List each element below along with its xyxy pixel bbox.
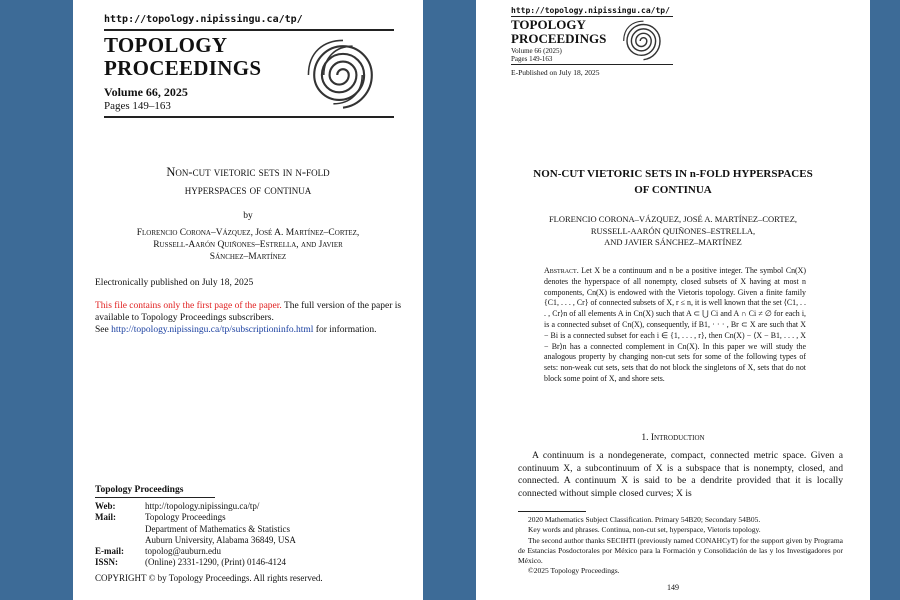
footnote-keywords: Key words and phrases. Continua, non-cut set, hyperspace, Vietoris topology.: [528, 525, 761, 535]
paper-title-line2: OF CONTINUA: [634, 184, 712, 196]
footnote-copyright: ©2025 Topology Proceedings.: [528, 566, 620, 576]
contact-value: Auburn University, Alabama 36849, USA: [145, 534, 296, 545]
contact-value: (Online) 2331-1290, (Print) 0146-4124: [145, 557, 286, 568]
footer-rule: [95, 497, 215, 498]
by-label: by: [243, 211, 253, 221]
journal-title: [104, 34, 261, 80]
header-rule-top: [104, 29, 394, 31]
author-line2: RUSSELL-AARÓN QUIÑONES–ESTRELLA,: [590, 225, 756, 236]
footnote-acknowledgment: The second author thanks SECIHTI (previously named CONAHCyT) for the support given by Programa de Estancias Posdoctorales por México para la Formación y Consolidación de las y los Investigadores por México.: [518, 535, 843, 566]
first-page-only-notice: This file contains only the first page of the paper.: [95, 301, 282, 311]
copyright-notice: COPYRIGHT © by Topology Proceedings. All rights reserved.: [95, 573, 323, 583]
author-line1: Florencio Corona–Vázquez, José A. Martínez–Cortez,: [136, 228, 360, 238]
contact-label: ISSN:: [95, 557, 119, 568]
subscription-notice: [95, 300, 402, 336]
contact-info: [95, 501, 296, 569]
header-rule-bottom: [104, 116, 394, 118]
footnote-rule: [518, 511, 586, 512]
contact-label: [95, 524, 145, 535]
journal-logo-icon: [295, 36, 391, 114]
subscription-link[interactable]: http://topology.nipissingu.ca/tp/subscriptioninfo.html: [111, 325, 314, 335]
journal-title-line1: TOPOLOGY: [104, 33, 228, 57]
first-page: [476, 0, 870, 600]
journal-title-line1: TOPOLOGY: [511, 17, 586, 32]
page-number: 149: [667, 583, 679, 592]
contact-label: Mail:: [95, 512, 116, 523]
abstract: [544, 266, 806, 385]
paper-title: [93, 163, 403, 199]
header-rule-bottom: [511, 64, 673, 65]
journal-title-line2: PROCEEDINGS: [104, 56, 262, 80]
contact-row-email: [95, 546, 296, 557]
abstract-text: Let X be a continuum and n be a positive integer. The symbol Cn(X) denotes the hyperspace of all nonempty, closed subsets of X having at most n components, Cn(X) is endowed with the Vietoris topology. Given a finite family {C1, . . . , Cr} of connected subsets of X, r ≤ n, it is well known that the set ⟨C1, . . . , Cr⟩n of all elements A in Cn(X) such that A ⊂ ⋃ Ci and A ∩ Ci ≠ ∅ for each i, is a connected subset of Cn(X), consequently, if B1, · · · , Br ⊂ X are such that X − Bi is a connected subset for each i ∈ {1, . . . , r}, then Cn(X) − ⟨X − B1, . . . , X − Br⟩n has a connected complement in Cn(X). In this paper we will study the analogous property by changing non-cut sets for some of the following types of sets: non-weak cut sets, sets that do not block the singletons of X, sets that do not block some point of X, and shore sets.: [544, 266, 806, 383]
journal-title: [511, 18, 606, 46]
journal-url[interactable]: http://topology.nipissingu.ca/tp/: [511, 6, 670, 15]
contact-value: Department of Mathematics & Statistics: [145, 523, 290, 534]
footnotes: [518, 515, 843, 577]
contact-value[interactable]: http://topology.nipissingu.ca/tp/: [145, 501, 260, 511]
footnote-msc: 2020 Mathematics Subject Classification. Primary 54B20; Secondary 54B05.: [528, 515, 761, 524]
paper-title-line2: hyperspaces of continua: [184, 183, 312, 197]
paper-title: [496, 166, 850, 198]
contact-value: Topology Proceedings: [145, 512, 226, 523]
journal-url[interactable]: http://topology.nipissingu.ca/tp/: [104, 14, 303, 25]
notice-rest: The full version of the paper is available to Topology Proceedings subscribers.: [95, 301, 402, 323]
paper-title-line1: Non-cut vietoric sets in n-fold: [166, 165, 330, 179]
author-line3: Sánchez–Martínez: [209, 252, 287, 262]
author-line2: Russell-Aarón Quiñones–Estrella, and Javier: [153, 240, 343, 250]
introduction-text: A continuum is a nondegenerate, compact, connected metric space. Given a continuum X, a subcontinuum of X is a subspace that is nonempty, closed, and connected. A continuum X is said to be a dendrite provided that it is locally connected without simple closed curves; X is: [518, 450, 843, 499]
author-list: [113, 227, 383, 263]
contact-row-mail: [95, 512, 296, 523]
volume-label: Volume 66, 2025: [104, 85, 188, 99]
contact-label: Web:: [95, 501, 116, 511]
paper-title-line1: NON-CUT VIETORIC SETS IN n-FOLD HYPERSPACES: [533, 168, 813, 180]
journal-title-line2: PROCEEDINGS: [511, 31, 607, 46]
volume-info: [511, 47, 562, 63]
contact-row-web: [95, 501, 296, 512]
pages-label: Pages 149-163: [511, 55, 553, 63]
contact-value[interactable]: topolog@auburn.edu: [145, 546, 222, 557]
publication-date: Electronically published on July 18, 2025: [95, 278, 254, 288]
contact-row-mail-3: [95, 535, 296, 546]
author-line3: AND JAVIER SÁNCHEZ–MARTÍNEZ: [604, 237, 742, 247]
pages-label: Pages 149–163: [104, 100, 171, 112]
see-label: See: [95, 325, 112, 335]
footer-title: Topology Proceedings: [95, 485, 184, 495]
contact-row-issn: [95, 557, 296, 568]
cover-page: [73, 0, 423, 600]
contact-label: [95, 535, 145, 546]
contact-label: E-mail:: [95, 546, 124, 557]
contact-row-mail-2: [95, 524, 296, 535]
for-info-label: for information.: [313, 325, 377, 335]
volume-label: Volume 66 (2025): [511, 47, 562, 55]
author-line1: FLORENCIO CORONA–VÁZQUEZ, JOSÉ A. MARTÍNEZ–CORTEZ,: [548, 214, 798, 224]
publication-date: E-Published on July 18, 2025: [511, 68, 600, 77]
author-list: [496, 214, 850, 249]
journal-logo-icon: [616, 19, 671, 63]
abstract-label: Abstract.: [544, 266, 579, 275]
section-heading: 1. Introduction: [641, 433, 705, 443]
